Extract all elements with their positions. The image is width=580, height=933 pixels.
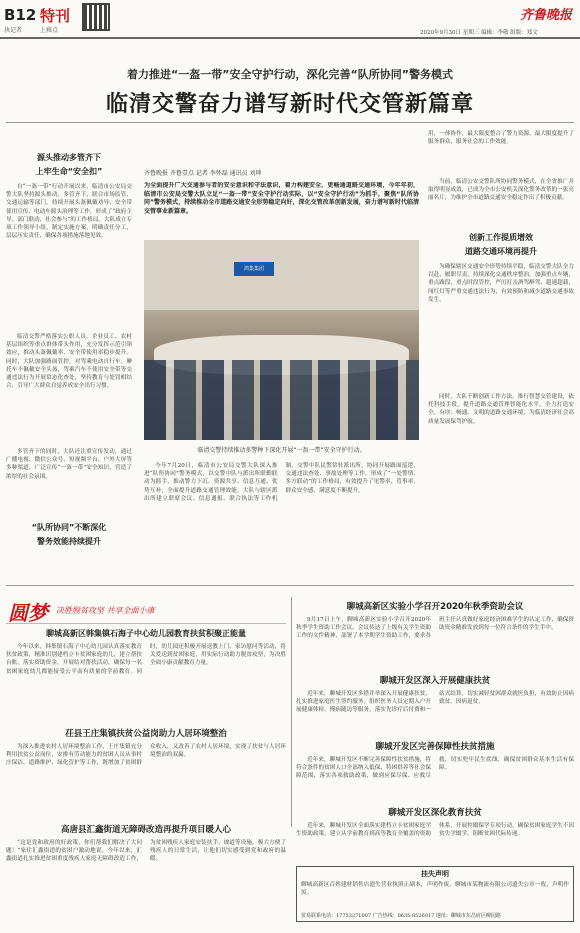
photo-people (144, 360, 419, 440)
editor-left: 执记者 (4, 27, 23, 34)
left-articles (6, 628, 286, 933)
vertical-divider (291, 597, 292, 827)
article-title: 聊城高新区实验小学召开2020年秋季资助会议 (346, 602, 524, 612)
photo-wall (144, 240, 419, 310)
article-title: 聊城开发区深化教育扶贫 (388, 808, 482, 818)
body-text: 为确保辖区交通安全形势持续平稳，临清交警大队全力以赴、履职尽责，持续深化交通秩序整治，加强重点车辆、重点路段、重点时段管控，严厉打击酒驾醉驾、超速超载、闯红灯等严重交通违法行为，有效预防和减少道路交通事故发生。 (428, 264, 574, 303)
body-text: 同时，大队不断创新工作方法，推行智慧交管建设，依托科技手段，提升道路交通管理智能化水平，全力打造安全、有序、畅通、文明的道路交通环境，为临清经济社会高质量发展保驾护航。 (428, 394, 574, 425)
left-column (6, 130, 132, 600)
subhead: 源头推动多管齐下 (37, 153, 101, 162)
photo-caption: 临清交警持续推动多警种下深化开展“一盔一带”安全守护行动。 (197, 447, 366, 454)
byline: 齐鲁晚报 齐鲁壹点 记者 李怀磊 通讯员 刘坤 (144, 170, 262, 177)
article-title: 聊城开发区深入开展健康扶贫 (379, 676, 491, 686)
notice-body: 聊城高新区百姓建材销售店遗失营业执照正副本，声明作废。聊城市某物流有限公司遗失公章一枚，声明作废。 (301, 882, 569, 897)
article-title: 茌县王庄集镇扶贫公益岗助力人居环境整治 (65, 729, 227, 739)
editor-right: 上雅点 (40, 27, 59, 34)
notice-title: 挂失声明 (421, 870, 449, 878)
masthead (0, 0, 580, 40)
article-title: 高唐县汇鑫街道无障碍改造再提升项目暖人心 (60, 825, 231, 835)
body-text: 临清交警严格落实公职人员、企业员工、农村基层组织等重点群体带头作用，充分发挥示范引领效应，推动头盔佩戴率、安全带使用率稳步提升。同时，大队加强路面管控，对驾乘电动自行车、摩托车不佩戴安全头盔，驾乘汽车不使用安全带等交通违法行为开展常态化查处，坚持教育与处罚相结合，引导广大群众自觉养成安全出行习惯。 (6, 334, 132, 390)
feature-banner (6, 597, 286, 624)
article-body: 9月17日上午，聊城高新区实验小学召开2020年秋季学生资助工作会议。会议传达了上级有关学生资助工作的文件精神，部署了本学期学生资助工作，要求各班主任认真做好家庭经济困难学生的认定工作，确保资助资金精准发放到每一位符合条件的学生手中。 (296, 617, 574, 640)
banner-sub: 决胜脱贫攻坚 共享全面小康 (56, 606, 155, 615)
banner-big-char: 圆梦 (8, 601, 48, 625)
article-body: 近年来，聊城开发区不断完善保障性扶贫措施，将符合条件的贫困人口全部纳入低保、特困供养等社会保障范围，落实各项救助政策，做到应保尽保、应救尽救，切实兜牢民生底线，确保贫困群众基本生活有保障。 (296, 757, 574, 780)
body-text: 用，一体协作，最大限度整合了警力资源，最大限度提升了服务群众、服务社会的工作效能。 (428, 131, 574, 146)
subhead: 创新工作提质增效 (469, 233, 533, 242)
body-text: 当前，临清公安交警队所协同警务模式，在全省推广并取得明显成效，已成为全市公安机关深化警务改革的一张亮丽名片，为维护全市道路交通安全稳定作出了积极贡献。 (428, 179, 574, 202)
article-title: 聊城开发区完善保障性扶贫措施 (375, 742, 495, 752)
body-text: 自“一盔一带”行动开展以来，临清市公安局交警大队坚持源头推动、多管齐下，联合市场监管、交通运输等部门，持续开展头盔佩戴劝导、安全带使用宣传、电动车源头治理等工作，形成了“政府主导、部门联动、社会参与”的工作格局。大队成立专项工作领导小组，制定实施方案，明确责任分工，层层压实责任，确保各项措施落地见效。 (6, 184, 132, 240)
right-column (428, 130, 574, 600)
paper-name: 齐鲁晚报 (520, 8, 573, 23)
article-body: 近年来，聊城开发区全面落实建档立卡贫困家庭学生资助政策，建立从学前教育到高等教育全覆盖的资助体系，开展控辍保学专项行动，确保贫困家庭学生不因贫失学辍学，阻断贫困代际传递。 (296, 823, 574, 838)
article-body: 今年以来，韩集镇石海子中心幼儿园认真落实教育扶贫政策，精准识别建档立卡贫困家庭幼儿，建立帮扶台账，落实资助资金，开展结对帮扶活动，确保每一名贫困家庭幼儿都能接受公平而有质量的学前教育。同时，幼儿园还积极开展送教上门、家访慰问等活动，将关爱送到贫困家庭，用实际行动助力脱贫攻坚，为决胜全面小康贡献教育力量。 (6, 644, 286, 675)
date-line: 2020年9月30日 星期三 编辑：李敬 组版：郑文 (420, 30, 538, 36)
section-divider (6, 585, 574, 586)
article-body: 近年来，聊城开发区多措并举深入开展健康扶贫，扎实推进家庭医生签约服务，组织医务人员定期入户开展健康体检、慢病随访等服务，落实先诊疗后付费和一站式结算，切实减轻贫困群众就医负担，有效防止因病致贫、因病返贫。 (296, 691, 574, 714)
lead-text: 为全面提升广大交通参与者的安全意识和守法意识，着力构建安全、更畅通道路交通环境，今年年初，临清市公安局交警大队立足“一盔一带”安全守护行动实际，以“安全守护行动”为抓手，聚焦“队所协同”警务模式，持续推动全市道路交通安全形势稳定向好，深化交管改革创新发展，奋力谱写新时代临清交管事业新篇章。 (144, 182, 419, 215)
qr-code-icon (82, 3, 110, 31)
article-body: “这是党和政府的好政策，你们帮我们解决了大问题！”家住汇鑫街道的贫困户激动地说。今年以来，汇鑫街道扎实推进贫困重度残疾人家庭无障碍改造工作，为贫困残疾人家庭安装扶手、坡道等设施，极大方便了残疾人的日常生活，让他们切实感受到党和政府的温暖。 (6, 840, 286, 863)
notice-footer: 贸易联系电话：17753271007 广告热线：0635-8526017 地址：聊城市东昌府区柳园路 (301, 913, 501, 919)
masthead-rule (0, 37, 580, 39)
middle-column-text: 今年7月20日，临清市公安局交警大队深入推进“队所协同”警务模式，以交警中队与派出所联勤联动为抓手，推动警力下沉、资源共享、信息互通、优势互补，全面提升道路交通管理效能。大队与辖区派出所建立联席会议、信息通报、联合执法等工作机制，交警中队民警常驻派出所，协同开展路面巡逻、交通违法查处、事故处理等工作，形成了“一处警情、多方联动”的工作格局，有效提升了见警率、管事率，群众安全感、满意度不断提升。 (144, 463, 419, 502)
subhead: 上牢生命“安全扣” (35, 167, 103, 176)
subhead: 道路交通环境再提升 (465, 247, 537, 256)
photo-banner: 鸿集集团 (234, 262, 274, 276)
article-body: 为深入推进农村人居环境整治工作，王庄集镇充分利用扶贫公益岗位，安排有劳动能力的贫困人员从事村庄保洁、道路维护、绿化管护等工作，既增加了贫困群众收入，又改善了农村人居环境，实现了扶贫与人居环境整治的双赢。 (6, 744, 286, 767)
body-text: 多管齐下的同时，大队还注重宣传发动，通过广播电视、微信公众号、短视频平台、户外大屏等多种渠道，广泛宣传“一盔一带”安全知识，营造了浓厚的社会氛围。 (6, 449, 132, 480)
right-articles (296, 600, 574, 860)
subhead: “队所协同”不断深化 (31, 523, 107, 532)
article-title: 聊城高新区韩集镇石海子中心幼儿园教育扶贫积聚正能量 (46, 629, 246, 638)
page-number: B12 (4, 6, 37, 24)
subhead: 警务效能持续提升 (37, 537, 101, 546)
notice-box (296, 866, 574, 922)
headline: 临清交警奋力谱写新时代交管新篇章 (105, 92, 474, 117)
news-photo (144, 240, 419, 440)
headline-rule (6, 122, 574, 123)
kicker: 着力推进“一盔一带”安全守护行动，深化完善“队所协同”警务模式 (127, 68, 453, 81)
section-name: 特刊 (40, 7, 71, 25)
